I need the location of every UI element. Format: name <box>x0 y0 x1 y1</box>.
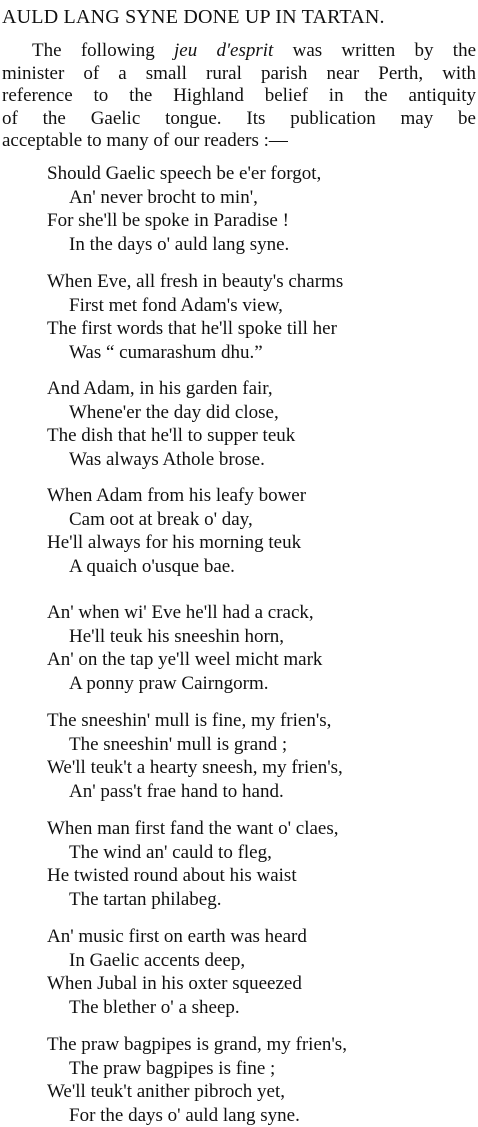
verse-line: Cam oot at break o' day, <box>47 508 306 532</box>
intro-line-1 <box>2 40 476 63</box>
verse-line: He twisted round about his waist <box>47 864 339 888</box>
intro-line-2: minister of a small rural parish near Perth, with <box>2 63 476 86</box>
verse-line: An' when wi' Eve he'll had a crack, <box>47 601 322 625</box>
article-title: AULD LANG SYNE DONE UP IN TARTAN. <box>2 5 476 29</box>
verse-line: Was “ cumarashum dhu.” <box>47 341 343 365</box>
verse-line: First met fond Adam's view, <box>47 294 343 318</box>
stanza-9 <box>47 1033 347 1127</box>
verse-line: An' pass't frae hand to hand. <box>47 780 343 804</box>
intro-text: The following <box>32 40 174 61</box>
intro-paragraph <box>2 40 476 153</box>
verse-line: Was always Athole brose. <box>47 448 295 472</box>
verse-line: A quaich o'usque bae. <box>47 555 306 579</box>
verse-line: For the days o' auld lang syne. <box>47 1104 347 1127</box>
verse-line: Whene'er the day did close, <box>47 401 295 425</box>
intro-line-4: of the Gaelic tongue. Its publication may be <box>2 108 476 131</box>
stanza-4 <box>47 484 306 578</box>
verse-line: In the days o' auld lang syne. <box>47 233 321 257</box>
verse-line: And Adam, in his garden fair, <box>47 377 295 401</box>
verse-line: When Adam from his leafy bower <box>47 484 306 508</box>
verse-line: A ponny praw Cairngorm. <box>47 672 322 696</box>
verse-line: When Jubal in his oxter squeezed <box>47 972 307 996</box>
stanza-5 <box>47 601 322 695</box>
verse-line: The tartan philabeg. <box>47 888 339 912</box>
verse-line: An' on the tap ye'll weel micht mark <box>47 648 322 672</box>
stanza-8 <box>47 925 307 1019</box>
verse-line: He'll always for his morning teuk <box>47 531 306 555</box>
stanza-3 <box>47 377 295 471</box>
verse-line: When man first fand the want o' claes, <box>47 817 339 841</box>
verse-line: The sneeshin' mull is grand ; <box>47 733 343 757</box>
stanza-1 <box>47 162 321 256</box>
verse-line: The wind an' cauld to fleg, <box>47 841 339 865</box>
intro-line-5: acceptable to many of our readers :— <box>2 130 476 153</box>
verse-line: In Gaelic accents deep, <box>47 949 307 973</box>
stanza-6 <box>47 709 343 803</box>
verse-line: An' music first on earth was heard <box>47 925 307 949</box>
stanza-7 <box>47 817 339 911</box>
intro-line-3: reference to the Highland belief in the antiquity <box>2 85 476 108</box>
stanza-2 <box>47 270 343 364</box>
verse-line: Should Gaelic speech be e'er forgot, <box>47 162 321 186</box>
intro-italic-phrase: jeu d'esprit <box>174 40 273 61</box>
verse-line: He'll teuk his sneeshin horn, <box>47 625 322 649</box>
verse-line: The blether o' a sheep. <box>47 996 307 1020</box>
verse-line: The praw bagpipes is fine ; <box>47 1057 347 1081</box>
verse-line: The praw bagpipes is grand, my frien's, <box>47 1033 347 1057</box>
verse-line: The dish that he'll to supper teuk <box>47 424 295 448</box>
verse-line: For she'll be spoke in Paradise ! <box>47 209 321 233</box>
verse-line: The first words that he'll spoke till her <box>47 317 343 341</box>
verse-line: An' never brocht to min', <box>47 186 321 210</box>
intro-text: was written by the <box>273 40 476 61</box>
verse-line: We'll teuk't anither pibroch yet, <box>47 1080 347 1104</box>
verse-line: We'll teuk't a hearty sneesh, my frien's, <box>47 756 343 780</box>
verse-line: When Eve, all fresh in beauty's charms <box>47 270 343 294</box>
verse-line: The sneeshin' mull is fine, my frien's, <box>47 709 343 733</box>
